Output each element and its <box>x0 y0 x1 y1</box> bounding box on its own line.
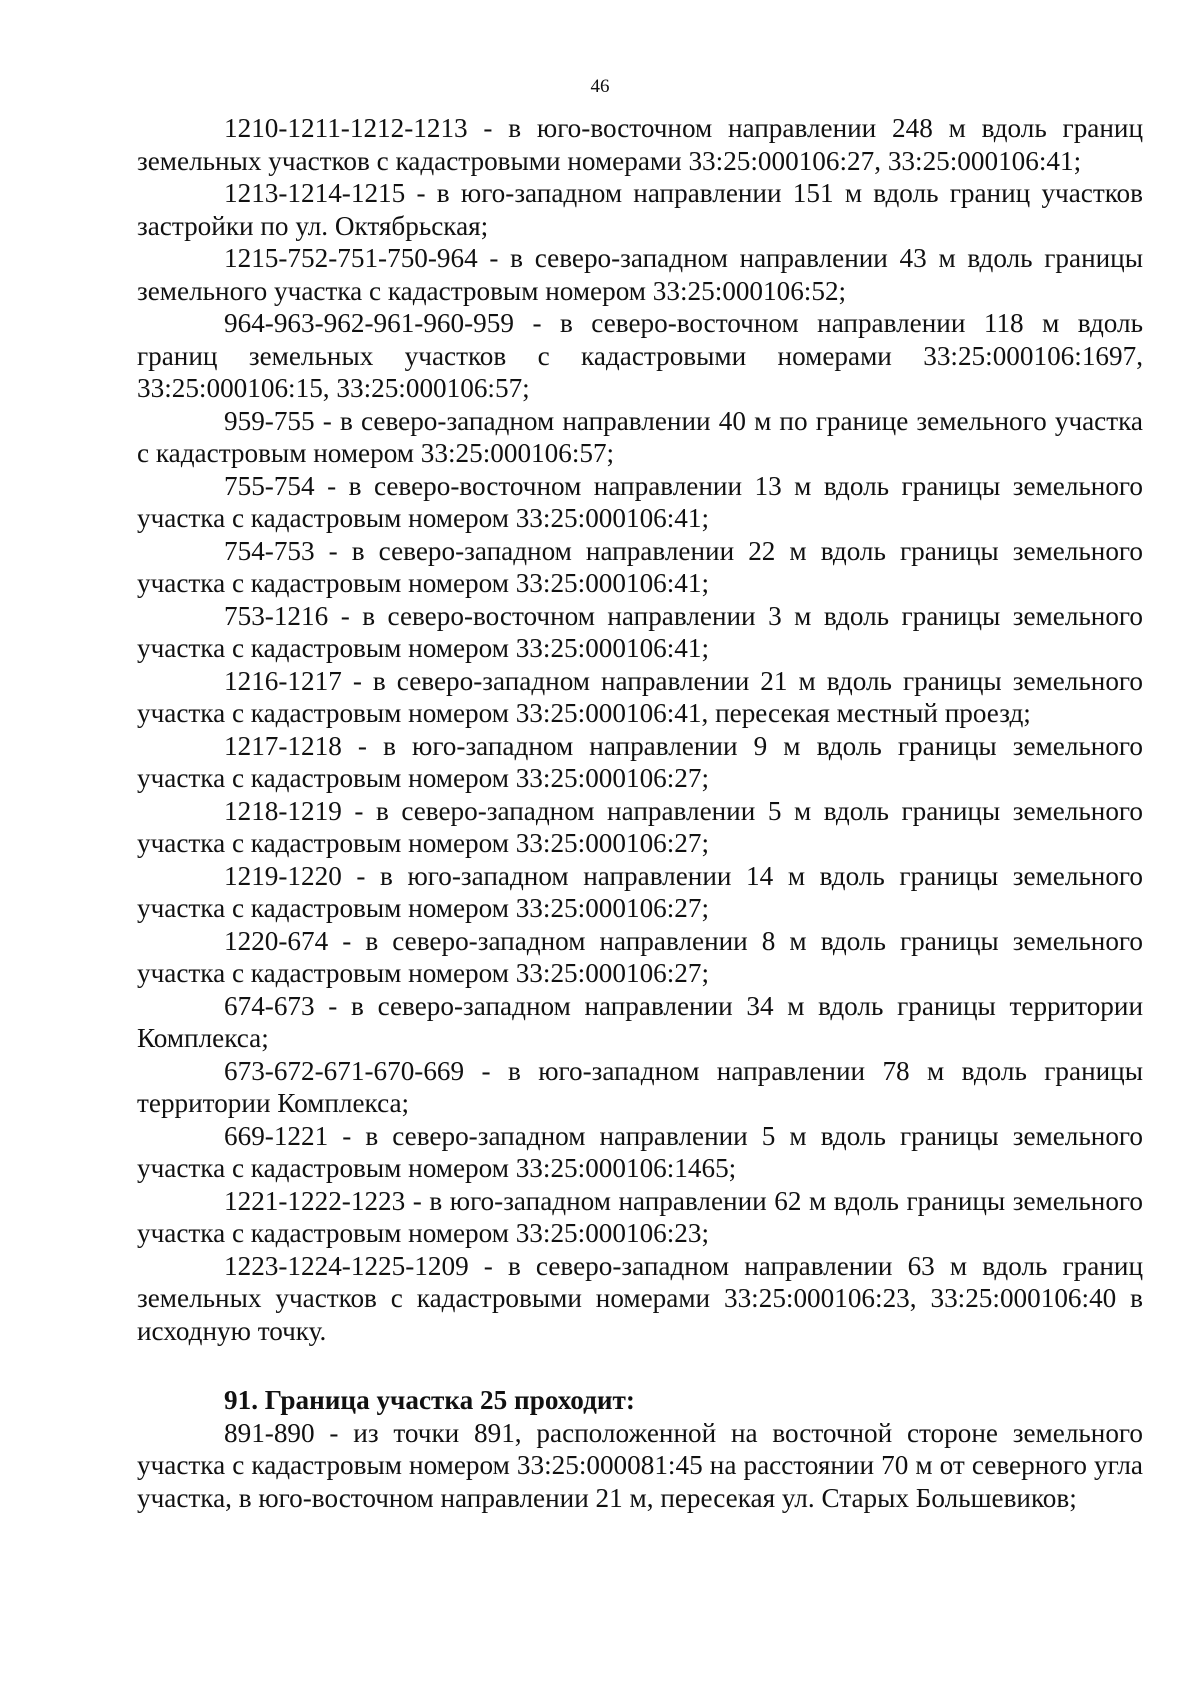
boundary-segment-paragraph: 1218-1219 - в северо-западном направлении 5 м вдоль границы земельного участка с кадастровым номером 33:25:000106:27; <box>137 795 1143 858</box>
section-heading: 91. Граница участка 25 проходит: <box>224 1385 635 1415</box>
boundary-segment-paragraph: 754-753 - в северо-западном направлении 22 м вдоль границы земельного участка с кадастровым номером 33:25:000106:41; <box>137 535 1143 598</box>
boundary-segment-paragraph: 1219-1220 - в юго-западном направлении 14 м вдоль границы земельного участка с кадастровым номером 33:25:000106:27; <box>137 860 1143 923</box>
boundary-segment-paragraph: 1223-1224-1225-1209 - в северо-западном направлении 63 м вдоль границ земельных участков с кадастровыми номерами 33:25:000106:23, 33:25:000106:40 в исходную точку. <box>137 1250 1143 1346</box>
boundary-segment-paragraph: 1221-1222-1223 - в юго-западном направлении 62 м вдоль границы земельного участка с кадастровым номером 33:25:000106:23; <box>137 1185 1143 1248</box>
boundary-segment-paragraph: 755-754 - в северо-восточном направлении 13 м вдоль границы земельного участка с кадастровым номером 33:25:000106:41; <box>137 470 1143 533</box>
page-number: 46 <box>590 76 610 97</box>
boundary-segment-paragraph: 1216-1217 - в северо-западном направлении 21 м вдоль границы земельного участка с кадастровым номером 33:25:000106:41, пересекая местный проезд; <box>137 665 1143 728</box>
boundary-segment-paragraph: 964-963-962-961-960-959 - в северо-восточном направлении 118 м вдоль границ земельных участков с кадастровыми номерами 33:25:000106:1697, 33:25:000106:15, 33:25:000106:57; <box>137 308 1143 403</box>
boundary-segment-paragraph: 674-673 - в северо-западном направлении 34 м вдоль границы территории Комплекса; <box>137 990 1143 1053</box>
boundary-segment-paragraph: 1213-1214-1215 - в юго-западном направлении 151 м вдоль границ участков застройки по ул. Октябрьская; <box>137 178 1143 241</box>
boundary-segment-paragraph: 1220-674 - в северо-западном направлении 8 м вдоль границы земельного участка с кадастровым номером 33:25:000106:27; <box>137 925 1143 988</box>
boundary-segment-paragraph: 1217-1218 - в юго-западном направлении 9 м вдоль границы земельного участка с кадастровым номером 33:25:000106:27; <box>137 730 1143 793</box>
boundary-segment-paragraph: 753-1216 - в северо-восточном направлении 3 м вдоль границы земельного участка с кадастровым номером 33:25:000106:41; <box>137 600 1143 663</box>
boundary-segment-paragraph: 673-672-671-670-669 - в юго-западном направлении 78 м вдоль границы территории Комплекса; <box>137 1055 1143 1118</box>
boundary-segment-paragraph: 891-890 - из точки 891, расположенной на восточной стороне земельного участка с кадастровым номером 33:25:000081:45 на расстоянии 70 м от северного угла участка, в юго-восточном направлении 21 м, пересекая ул. Старых Большевиков; <box>137 1417 1143 1513</box>
document-body <box>137 112 1143 1514</box>
boundary-segment-paragraph: 959-755 - в северо-западном направлении 40 м по границе земельного участка с кадастровым номером 33:25:000106:57; <box>137 405 1143 468</box>
boundary-segment-paragraph: 1210-1211-1212-1213 - в юго-восточном направлении 248 м вдоль границ земельных участков с кадастровыми номерами 33:25:000106:27, 33:25:000106:41; <box>137 113 1143 176</box>
boundary-segment-paragraph: 1215-752-751-750-964 - в северо-западном направлении 43 м вдоль границы земельного участка с кадастровым номером 33:25:000106:52; <box>137 243 1143 306</box>
boundary-segment-paragraph: 669-1221 - в северо-западном направлении 5 м вдоль границы земельного участка с кадастровым номером 33:25:000106:1465; <box>137 1120 1143 1183</box>
